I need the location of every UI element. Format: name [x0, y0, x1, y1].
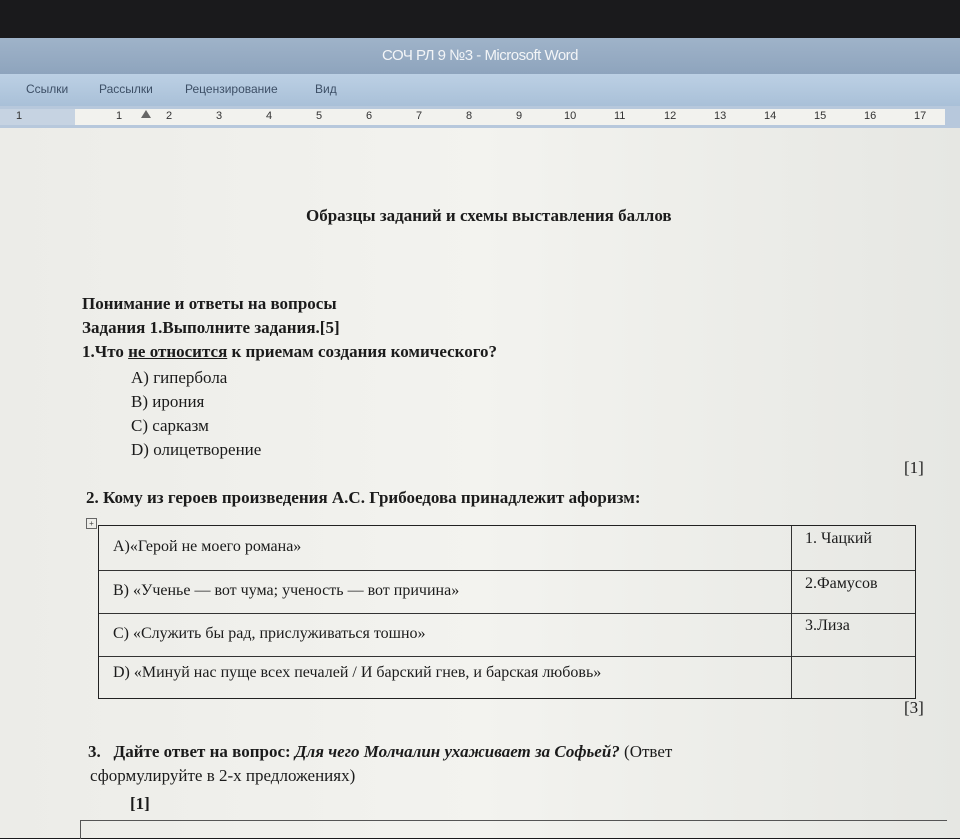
question-3	[88, 742, 672, 762]
table-move-handle[interactable]: +	[86, 518, 97, 529]
q1-score: [1]	[904, 458, 924, 477]
ruler-mark: 2	[166, 110, 173, 122]
question-3-number: 3.	[88, 742, 101, 761]
question-1-underlined: не относится	[128, 342, 228, 361]
question-1-suffix: к приемам создания комического?	[227, 342, 498, 361]
table-row	[99, 571, 915, 614]
horizontal-ruler[interactable]	[0, 106, 960, 128]
q3-score: [1]	[130, 794, 150, 813]
question-1	[82, 342, 497, 362]
ruler-mark: 1	[16, 110, 23, 122]
tab-references[interactable]: Ссылки	[26, 82, 69, 96]
question-3-prefix: Дайте ответ на вопрос:	[113, 742, 295, 761]
question-3-suffix: (Ответ	[619, 742, 673, 761]
window-title: СОЧ РЛ 9 №3 - Microsoft Word	[381, 47, 579, 64]
ruler-mark: 17	[914, 110, 927, 122]
ruler-mark: 7	[416, 110, 423, 122]
ruler-mark: 16	[864, 110, 877, 122]
matching-table	[98, 525, 916, 699]
ruler-mark: 5	[316, 110, 323, 122]
table-cell-quote: А)«Герой не моего романа»	[113, 538, 302, 555]
q1-option-c: С) сарказм	[131, 416, 209, 435]
ruler-mark: 13	[714, 110, 727, 122]
table-cell-quote: С) «Служить бы рад, прислуживаться тошно»	[113, 625, 426, 642]
table-row	[99, 614, 915, 657]
answer-lines	[80, 820, 947, 839]
table-cell-hero: 3.Лиза	[805, 617, 850, 634]
ruler-mark: 14	[764, 110, 777, 122]
ruler-mark: 9	[516, 110, 523, 122]
table-row	[99, 526, 915, 571]
ruler-mark: 1	[116, 110, 123, 122]
question-3-italic: Для чего Молчалин ухаживает за Софьей?	[294, 742, 620, 761]
section-heading: Понимание и ответы на вопросы	[82, 294, 337, 313]
ruler-margin	[0, 109, 75, 125]
ruler-mark: 11	[614, 110, 626, 122]
ruler-mark: 3	[216, 110, 223, 122]
ruler-mark: 12	[664, 110, 677, 122]
table-cell-hero: 2.Фамусов	[805, 575, 878, 592]
table-cell-quote: D) «Минуй нас пуще всех печалей / И барский гнев, и барская любовь»	[113, 664, 602, 681]
tab-mailings[interactable]: Рассылки	[99, 82, 153, 96]
question-1-prefix: 1.Что	[82, 342, 129, 361]
window-titlebar	[0, 38, 960, 74]
task-header: Задания 1.Выполните задания.[5]	[82, 318, 340, 337]
q1-option-b: В) ирония	[131, 392, 205, 411]
ruler-mark: 6	[366, 110, 373, 122]
question-2: 2. Кому из героев произведения А.С. Грибоедова принадлежит афоризм:	[86, 488, 641, 507]
ruler-mark: 4	[266, 110, 273, 122]
tab-view[interactable]: Вид	[315, 82, 337, 96]
ribbon-tabs	[0, 74, 960, 106]
table-cell-quote: В) «Ученье — вот чума; ученость — вот причина»	[113, 582, 460, 599]
q1-option-a: А) гипербола	[131, 368, 228, 387]
indent-marker[interactable]	[141, 110, 151, 118]
ruler-mark: 8	[466, 110, 473, 122]
q1-option-d: D) олицетворение	[131, 440, 262, 459]
document-page[interactable]	[0, 128, 960, 838]
table-row	[99, 657, 915, 698]
document-title: Образцы заданий и схемы выставления баллов	[306, 206, 672, 225]
q2-score: [3]	[904, 698, 924, 717]
ruler-mark: 15	[814, 110, 827, 122]
ruler-mark: 10	[564, 110, 577, 122]
tab-review[interactable]: Рецензирование	[185, 82, 278, 96]
question-3-line2: сформулируйте в 2-х предложениях)	[90, 766, 356, 785]
table-cell-hero: 1. Чацкий	[805, 530, 872, 547]
